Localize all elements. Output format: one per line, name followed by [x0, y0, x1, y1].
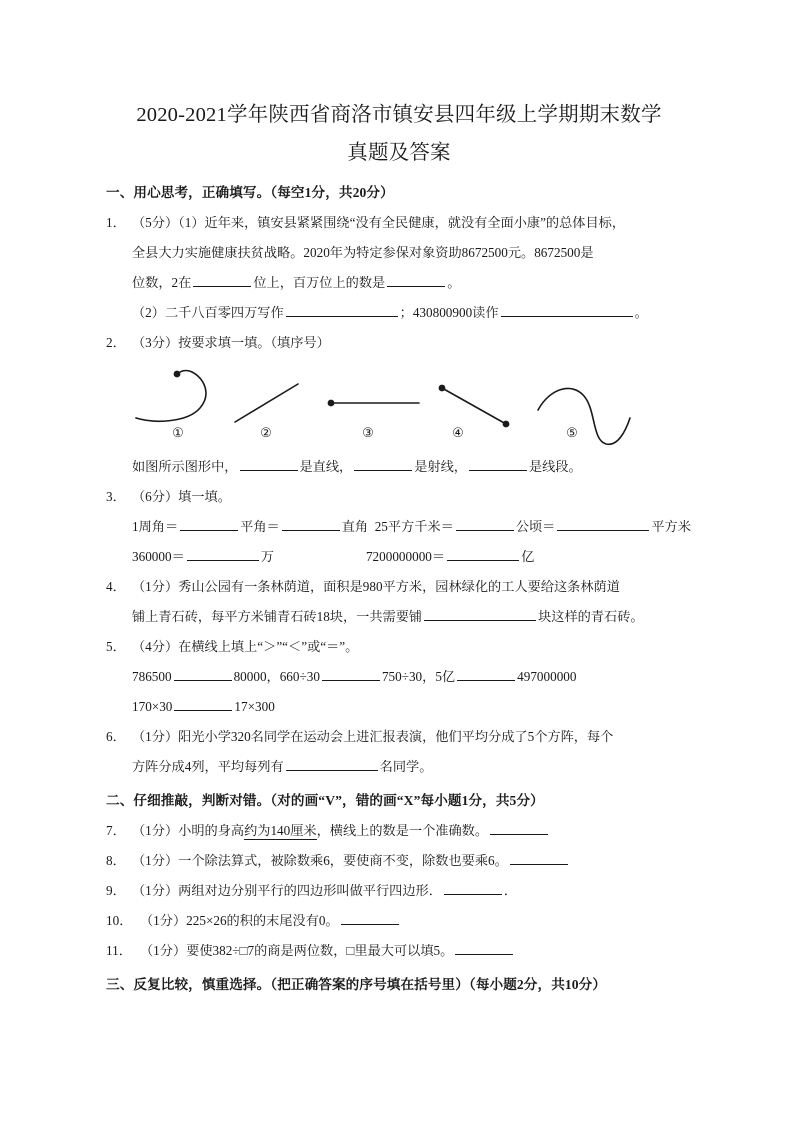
question-11	[106, 936, 692, 966]
question-9-number: 9．	[106, 883, 126, 898]
question-9-answer-blank[interactable]	[444, 880, 502, 895]
figure-2-straight-line	[232, 380, 312, 426]
question-7-answer-blank[interactable]	[490, 820, 548, 835]
question-11-line-1	[106, 936, 692, 966]
question-3	[106, 482, 692, 572]
question-6-marks: （1分）	[132, 729, 179, 744]
question-5-blank-1[interactable]	[174, 666, 232, 681]
question-5-line-1	[106, 632, 692, 662]
question-9	[106, 876, 692, 906]
question-8-answer-blank[interactable]	[510, 850, 568, 865]
question-4-number: 4．	[106, 579, 126, 594]
question-10-marks: （1分）	[140, 913, 187, 928]
question-8-marks: （1分）	[132, 853, 179, 868]
question-7-line-1	[106, 816, 692, 846]
question-5-text-2b: 17×300	[234, 699, 275, 714]
question-6-number: 6．	[106, 729, 126, 744]
question-1-text-4b: ；430800900读作	[399, 305, 499, 320]
question-1-line-3	[106, 268, 692, 298]
question-1-blank-4[interactable]	[501, 302, 633, 317]
question-11-number: 11．	[106, 943, 132, 958]
question-1-text-2: 全县大力实施健康扶贫战略。2020年为特定参保对象资助8672500元。8672500是	[132, 245, 594, 260]
question-1	[106, 208, 692, 328]
question-1-blank-2[interactable]	[387, 272, 445, 287]
question-5-text-1c: 750÷30，5亿	[381, 669, 456, 684]
figure-4-label: ④	[452, 425, 464, 440]
question-9-text: 两组对边分别平行的四边形叫做平行四边形．	[178, 883, 442, 898]
question-3-text-2b: 万	[260, 549, 274, 564]
question-1-sub2-label: （2）	[132, 305, 165, 320]
page-content	[106, 96, 692, 1000]
question-6-line-2	[106, 752, 692, 782]
question-3-text-1a: 1周角＝	[132, 519, 179, 534]
question-1-text-4a: 二千八百零四万写作	[164, 305, 284, 320]
question-5-number: 5．	[106, 639, 126, 654]
question-2-line-1	[106, 328, 692, 358]
question-3-text-2a: 360000＝	[132, 549, 185, 564]
question-7-text-a: 小明的身高	[178, 823, 245, 838]
question-3-line-1	[106, 482, 692, 512]
question-11-marks: （1分）	[140, 943, 187, 958]
page-title	[106, 96, 692, 172]
question-2-blank-1[interactable]	[240, 456, 298, 471]
question-3-row-2	[106, 542, 692, 572]
question-3-blank-6[interactable]	[447, 546, 519, 561]
question-10-number: 10．	[106, 913, 133, 928]
question-3-marks: （6分）	[132, 489, 179, 504]
question-2-prompt-b: 是直线，	[299, 459, 353, 474]
question-5-row-1	[106, 662, 692, 692]
question-1-line-4	[106, 298, 692, 328]
page-title-line-2: 真题及答案	[347, 142, 451, 164]
question-9-line-1	[106, 876, 692, 906]
question-2-marks: （3分）	[132, 335, 179, 350]
question-1-text-3b: 位上，百万位上的数是	[253, 275, 386, 290]
question-4-marks: （1分）	[132, 579, 179, 594]
question-5-text-1b: 80000，660÷30	[233, 669, 320, 684]
question-3-text-2d: 亿	[521, 549, 535, 564]
question-1-number: 1．	[106, 215, 126, 230]
section-heading-3: 三、反复比较，慎重选择。（把正确答案的序号填在括号里）（每小题2分，共10分）	[106, 977, 607, 992]
question-6-blank-1[interactable]	[286, 756, 378, 771]
question-5-row-2	[106, 692, 692, 722]
question-10-answer-blank[interactable]	[341, 910, 399, 925]
question-8	[106, 846, 692, 876]
question-3-text-2c: 7200000000＝	[365, 549, 446, 564]
page-title-line-1: 2020-2021学年陕西省商洛市镇安县四年级上学期期末数学	[136, 104, 662, 126]
question-7-marks: （1分）	[132, 823, 179, 838]
question-2	[106, 328, 692, 482]
question-10	[106, 906, 692, 936]
question-5-blank-4[interactable]	[174, 696, 232, 711]
question-5	[106, 632, 692, 722]
question-8-text: 一个除法算式，被除数乘6，要使商不变，除数也要乘6。	[178, 853, 508, 868]
question-1-marks: （5分）	[132, 215, 179, 230]
question-3-blank-1[interactable]	[180, 516, 238, 531]
question-11-answer-blank[interactable]	[455, 940, 513, 955]
question-4-blank-1[interactable]	[424, 606, 536, 621]
question-5-text-2a: 170×30	[132, 699, 173, 714]
figure-2-label: ②	[260, 425, 272, 440]
question-3-blank-2[interactable]	[282, 516, 340, 531]
question-2-text: 按要求填一填。（填序号）	[178, 335, 330, 350]
question-7-number: 7．	[106, 823, 126, 838]
question-1-text-3c: 。	[447, 275, 461, 290]
question-3-text-1f: 平方米	[651, 519, 691, 534]
question-1-text-1: 近年来，镇安县紧紧围绕“没有全民健康，就没有全面小康”的总体目标，	[204, 215, 626, 230]
question-9-marks: （1分）	[132, 883, 179, 898]
question-4-text-2b: 块这样的青石砖。	[538, 609, 644, 624]
question-9-tail: ．	[503, 883, 518, 898]
question-3-number: 3．	[106, 489, 126, 504]
question-2-prompt-a: 如图所示图形中，	[132, 459, 238, 474]
question-2-prompt-c: 是射线，	[414, 459, 467, 474]
question-10-text: 225×26的积的末尾没有0。	[186, 913, 339, 928]
question-6-text-2a: 方阵分成4列，平均每列有	[132, 759, 284, 774]
question-6-text-1: 阳光小学320名同学在运动会上进汇报表演，他们平均分成了5个方阵，每个	[178, 729, 614, 744]
figure-1-label: ①	[172, 425, 184, 440]
question-3-text: 填一填。	[178, 489, 231, 504]
question-1-blank-3[interactable]	[286, 302, 398, 317]
question-2-prompt-d: 是线段。	[529, 459, 582, 474]
question-3-text-1e: 公顷＝	[515, 519, 556, 534]
question-8-number: 8．	[106, 853, 126, 868]
question-2-prompt-line	[106, 452, 692, 482]
question-1-text-3a: 位数，2在	[132, 275, 192, 290]
question-2-blank-3[interactable]	[469, 456, 527, 471]
question-2-blank-2[interactable]	[354, 456, 412, 471]
question-8-line-1	[106, 846, 692, 876]
question-1-line-1	[106, 208, 692, 238]
question-7	[106, 816, 692, 846]
question-3-row-1	[106, 512, 692, 542]
section-heading-2: 二、仔细推敲，判断对错。（对的画“V”，错的画“X”每小题1分，共5分）	[106, 793, 544, 808]
figure-5-label: ⑤	[566, 425, 578, 440]
question-6-line-1	[106, 722, 692, 752]
figure-3-ray	[326, 394, 426, 414]
question-5-text-1d: 497000000	[517, 669, 577, 684]
question-5-blank-3[interactable]	[457, 666, 515, 681]
question-2-figure-row	[106, 360, 692, 452]
question-5-text: 在横线上填上“＞”“＜”或“＝”。	[178, 639, 359, 654]
question-1-sub1-label: （1）	[178, 215, 205, 230]
question-1-line-2	[106, 238, 692, 268]
question-4-line-1	[106, 572, 692, 602]
question-1-text-4c: 。	[634, 305, 648, 320]
figure-3-label: ③	[362, 425, 374, 440]
question-7-underlined-phrase: 约为140厘米	[244, 823, 317, 838]
question-4-text-1: 秀山公园有一条林荫道，面积是980平方米，园林绿化的工人要给这条林荫道	[178, 579, 620, 594]
question-6-text-2b: 名同学。	[379, 759, 433, 774]
question-3-text-1d: 25平方千米＝	[374, 519, 454, 534]
question-2-number: 2．	[106, 335, 126, 350]
question-3-text-1b: 平角＝	[240, 519, 280, 534]
question-11-text: 要使382÷□7的商是两位数，□里最大可以填5。	[186, 943, 454, 958]
question-6	[106, 722, 692, 782]
question-10-line-1	[106, 906, 692, 936]
figure-5-s-curve	[534, 378, 644, 448]
question-5-text-1a: 786500	[132, 669, 172, 684]
question-3-blank-3[interactable]	[456, 516, 514, 531]
question-3-text-1c: 直角	[341, 519, 369, 534]
question-3-blank-5[interactable]	[187, 546, 259, 561]
question-4	[106, 572, 692, 632]
question-4-text-2a: 铺上青石砖，每平方米铺青石砖18块，一共需要铺	[132, 609, 423, 624]
question-1-blank-1[interactable]	[193, 272, 251, 287]
question-5-blank-2[interactable]	[322, 666, 380, 681]
question-3-blank-4[interactable]	[557, 516, 649, 531]
question-5-marks: （4分）	[132, 639, 179, 654]
question-4-line-2	[106, 602, 692, 632]
section-heading-1: 一、用心思考，正确填写。（每空1分，共20分）	[106, 185, 394, 200]
question-7-text-b: ，横线上的数是一个准确数。	[316, 823, 489, 838]
